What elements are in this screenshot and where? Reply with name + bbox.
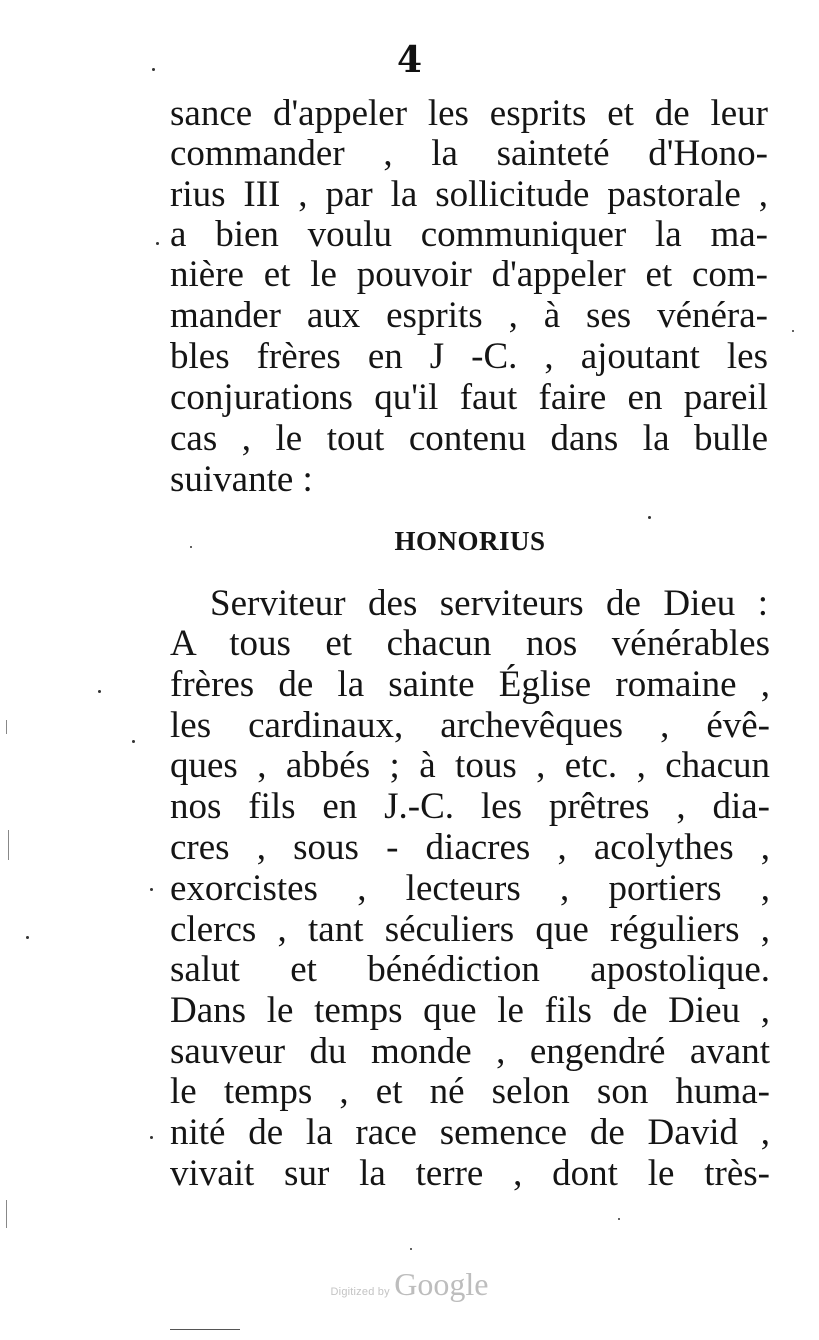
text-line: Serviteur des serviteurs de Dieu : [210,583,768,624]
page-number: 4 [396,39,423,81]
text-line: sauveur du monde , engendré avant [170,1031,770,1072]
watermark-prefix: Digitized by [330,1286,390,1298]
scan-speck [190,546,192,548]
text-line: a bien voulu communiquer la ma- [170,214,768,255]
scan-speck [150,888,153,891]
text-line: sance d'appeler les esprits et de leur [170,93,768,134]
text-line: suivante : [170,459,313,500]
text-line: exorcistes , lecteurs , portiers , [170,868,770,909]
scan-edge-mark [6,720,7,734]
text-line: le temps , et né selon son huma- [170,1071,770,1112]
scan-speck [410,1248,412,1250]
scan-speck [132,740,135,743]
scan-speck [98,690,101,693]
text-line: cas , le tout contenu dans la bulle [170,418,768,459]
scan-edge-mark [8,830,9,860]
text-line: nité de la race semence de David , [170,1112,770,1153]
scan-speck [150,1136,153,1139]
text-line: rius III , par la sollicitude pastorale , [170,174,768,215]
text-line: A tous et chacun nos vénérables [170,623,770,664]
text-line: salut et bénédiction apostolique. [170,949,770,990]
scan-speck [156,242,159,245]
text-line: frères de la sainte Église romaine , [170,664,770,705]
text-line: nos fils en J.-C. les prêtres , dia- [170,786,770,827]
scan-speck [152,68,155,71]
text-line: les cardinaux, archevêques , évê- [170,705,770,746]
text-line: mander aux esprits , à ses vénéra- [170,295,768,336]
section-heading: HONORIUS [394,526,546,556]
scan-speck [618,1218,620,1220]
text-line: clercs , tant séculiers que réguliers , [170,909,770,950]
text-line: commander , la sainteté d'Hono- [170,133,768,174]
digitized-watermark [0,1266,819,1303]
text-line: ques , abbés ; à tous , etc. , chacun [170,745,770,786]
scan-speck [26,936,29,939]
text-line: Dans le temps que le fils de Dieu , [170,990,770,1031]
scan-speck [792,330,794,332]
scan-speck [648,516,651,519]
text-line: bles frères en J -C. , ajoutant les [170,336,768,377]
text-line: cres , sous - diacres , acolythes , [170,827,770,868]
scan-edge-mark [6,1200,7,1228]
text-line: vivait sur la terre , dont le très- [170,1153,770,1194]
scan-edge-rule [170,1329,240,1330]
google-logo: Google [394,1266,489,1302]
text-line: conjurations qu'il faut faire en pareil [170,377,768,418]
text-line: nière et le pouvoir d'appeler et com- [170,254,768,295]
